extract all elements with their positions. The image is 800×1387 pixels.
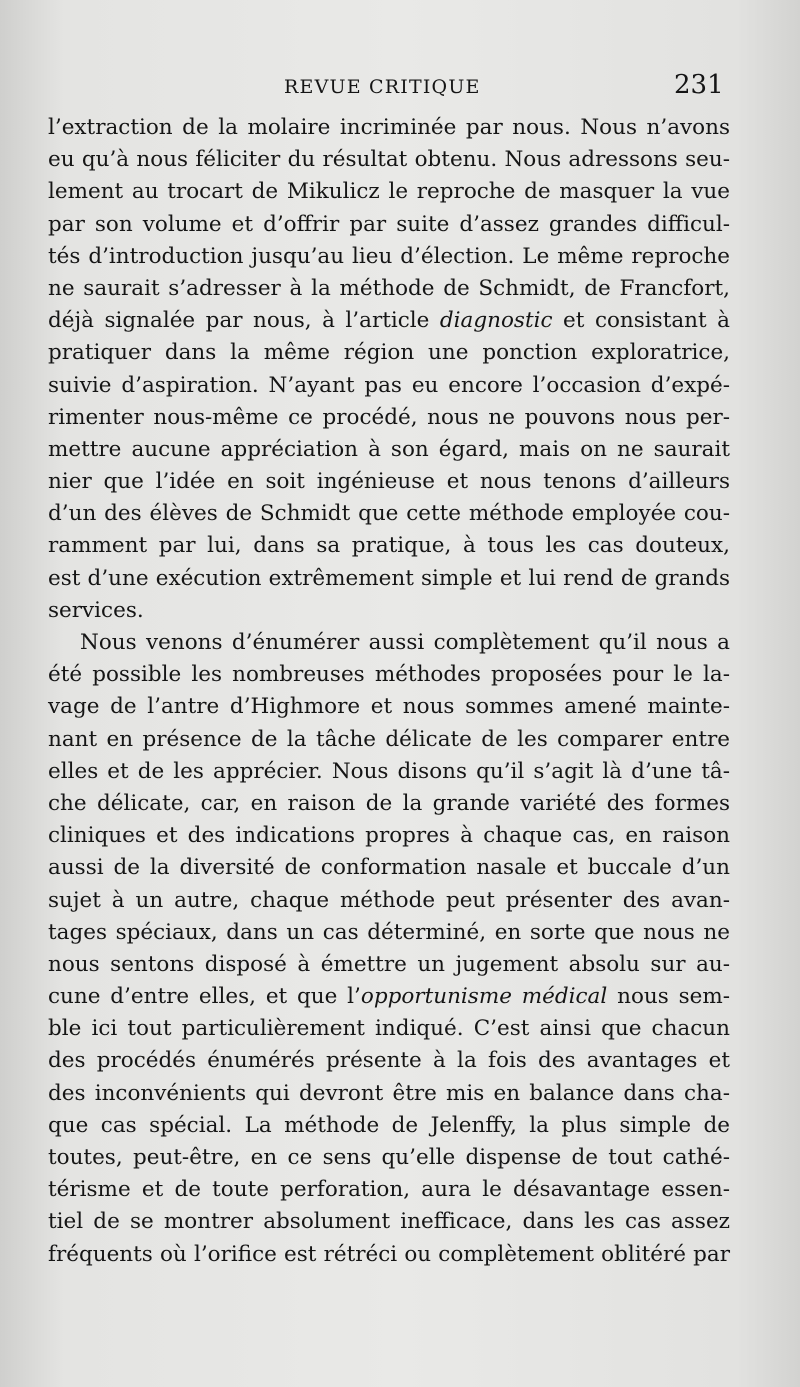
text-segment: nous sem-	[607, 984, 731, 1010]
text-line: vage de l’antre d’Highmore et nous sommes amené mainte-	[48, 694, 730, 720]
text-line: ramment par lui, dans sa pratique, à tous les cas douteux,	[48, 533, 730, 559]
text-line: cliniques et des indications propres à chaque cas, en raison	[48, 823, 730, 849]
text-line: été possible les nombreuses méthodes proposées pour le la-	[48, 662, 730, 688]
text-line: eu qu’à nous féliciter du résultat obtenu. Nous adressons seu-	[48, 147, 730, 173]
text-line: fréquents où l’orifice est rétréci ou complètement oblitéré par	[48, 1241, 730, 1267]
text-line: l’extraction de la molaire incriminée par nous. Nous n’avons	[48, 115, 730, 140]
text-line: par son volume et d’offrir par suite d’assez grandes difficul-	[48, 211, 730, 237]
text-line: ble ici tout particulièrement indiqué. C’est ainsi que chacun	[48, 1016, 730, 1042]
text-line: est d’une exécution extrêmement simple et lui rend de grands	[48, 565, 730, 591]
page-header	[0, 64, 800, 104]
text-line	[48, 981, 730, 1013]
italic-term: opportunisme médical	[360, 984, 608, 1010]
text-line: toutes, peut-être, en ce sens qu’elle dispense de tout cathé-	[48, 1145, 730, 1170]
text-segment: et consistant à	[552, 308, 730, 334]
text-line: tiel de se montrer absolument inefficace, dans les cas assez	[48, 1209, 730, 1235]
text-segment: cune d’entre elles, et que l’	[48, 984, 361, 1010]
text-line: che délicate, car, en raison de la grande variété des formes	[48, 790, 730, 816]
text-line: des inconvénients qui devront être mis en balance dans cha-	[48, 1080, 730, 1106]
page-number: 231	[674, 70, 724, 100]
running-title: REVUE CRITIQUE	[284, 76, 481, 98]
text-line: elles et de les apprécier. Nous disons qu’il s’agit là d’une tâ-	[48, 758, 730, 784]
text-line: nous sentons disposé à émettre un jugement absolu sur au-	[48, 951, 730, 977]
text-segment: déjà signalée par nous, à l’article	[48, 308, 440, 334]
text-line: pratiquer dans la même région une ponction exploratrice,	[48, 340, 730, 366]
text-line	[48, 305, 730, 337]
text-line: mettre aucune appréciation à son égard, mais on ne saurait	[48, 436, 730, 462]
text-line: tages spéciaux, dans un cas déterminé, en sorte que nous ne	[48, 919, 730, 945]
text-line: nant en présence de la tâche délicate de les comparer entre	[48, 726, 730, 752]
body-text	[48, 112, 730, 1271]
text-line: tés d’introduction jusqu’au lieu d’élection. Le même reproche	[48, 243, 730, 269]
text-line: d’un des élèves de Schmidt que cette méthode employée cou-	[48, 501, 730, 527]
text-line: térisme et de toute perforation, aura le désavantage essen-	[48, 1177, 730, 1203]
text-line: services.	[48, 597, 144, 623]
text-line: nier que l’idée en soit ingénieuse et nous tenons d’ailleurs	[48, 469, 730, 495]
paragraph-start-line: Nous venons d’énumérer aussi complètement qu’il nous a	[80, 630, 730, 655]
text-line: suivie d’aspiration. N’ayant pas eu encore l’occasion d’expé-	[48, 372, 730, 398]
text-line: ne saurait s’adresser à la méthode de Schmidt, de Francfort,	[48, 275, 730, 301]
text-line: des procédés énumérés présente à la fois des avantages et	[48, 1048, 730, 1074]
text-line: aussi de la diversité de conformation nasale et buccale d’un	[48, 855, 730, 881]
text-line: lement au trocart de Mikulicz le reproche de masquer la vue	[48, 179, 730, 205]
italic-term: diagnostic	[439, 308, 553, 334]
text-line: rimenter nous-même ce procédé, nous ne pouvons nous per-	[48, 404, 730, 430]
text-line: que cas spécial. La méthode de Jelenffy, la plus simple de	[48, 1112, 730, 1138]
text-line: sujet à un autre, chaque méthode peut présenter des avan-	[48, 887, 730, 913]
